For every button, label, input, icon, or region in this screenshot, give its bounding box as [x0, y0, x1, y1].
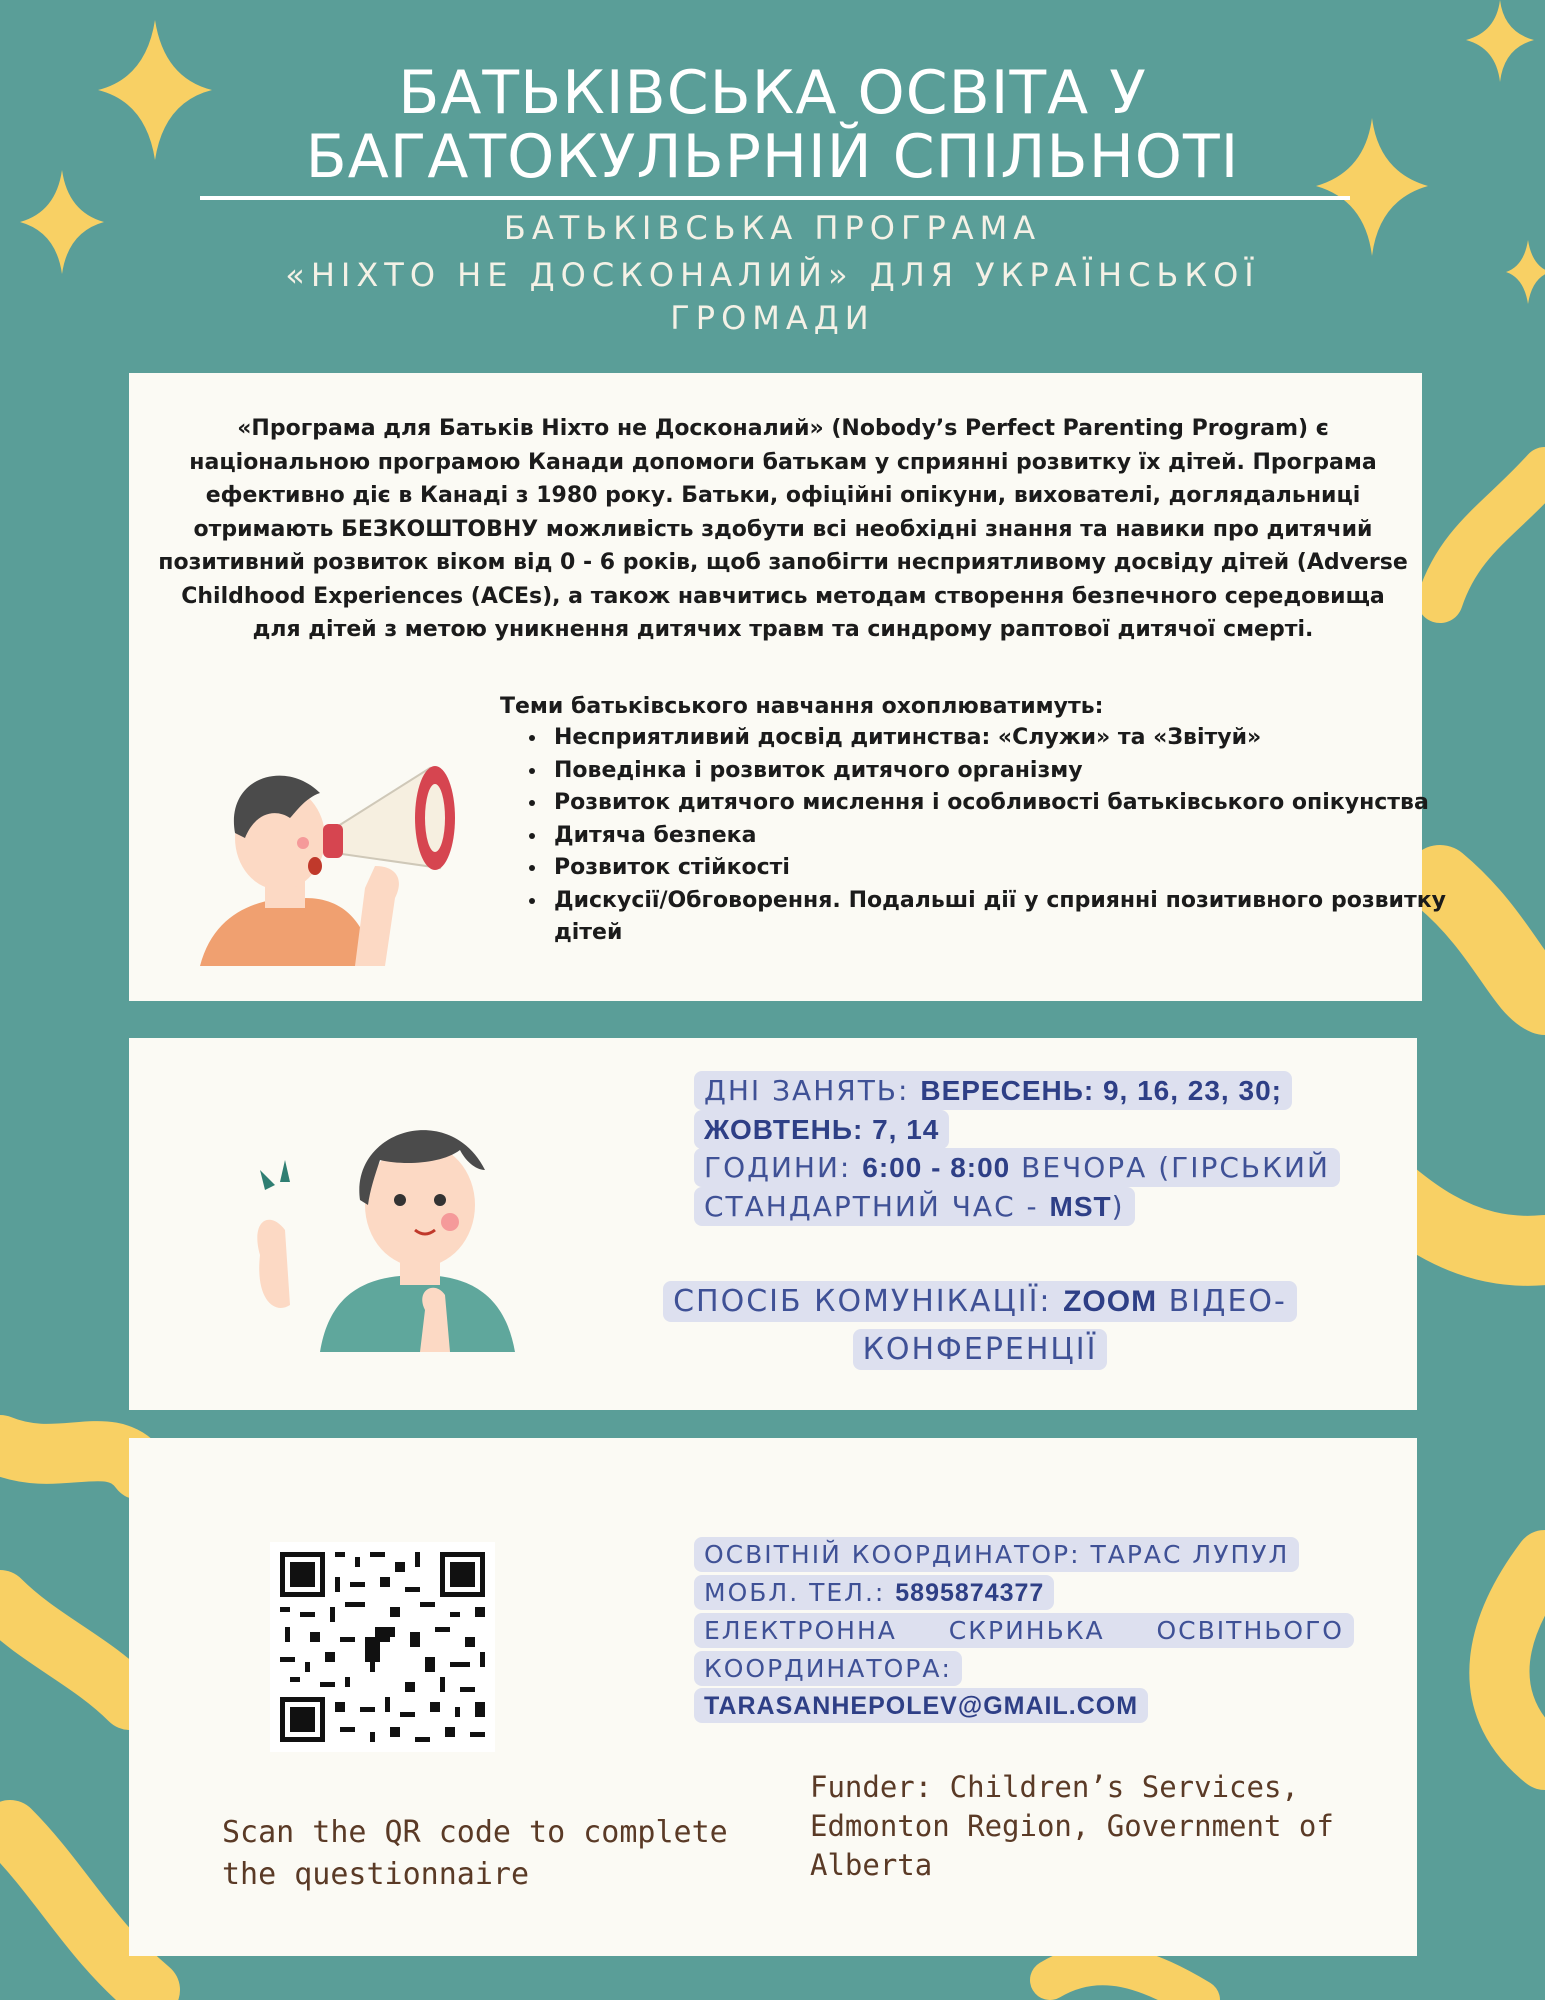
wavy-stripe: [1440, 470, 1545, 600]
schedule-details: [694, 1072, 1439, 1226]
subtitle-line-2: «НІХТО НЕ ДОСКОНАЛИЙ» ДЛЯ УКРАЇНСЬКОЇ: [285, 256, 1260, 294]
communication-rest: ВІДЕО-КОНФЕРЕНЦІЇ: [862, 1284, 1287, 1367]
topics-list: [508, 722, 1446, 950]
subtitle-line-3: ГРОМАДИ: [670, 299, 875, 337]
qr-instruction: Scan the QR code to complete the questionnaire: [222, 1815, 728, 1892]
phone-label: МОБЛ. ТЕЛ.:: [704, 1577, 896, 1607]
coordinator-details: [694, 1536, 1354, 1726]
email-link[interactable]: TARASANHEPOLEV@GMAIL.COM: [704, 1692, 1139, 1720]
coordinator-name: ОСВІТНІЙ КООРДИНАТОР: ТАРАС ЛУПУЛ: [704, 1540, 1290, 1569]
wavy-stripe: [0, 1600, 130, 1700]
topics-heading: Теми батьківського навчання охоплюватимуть:: [500, 694, 1104, 719]
page-title-line-1: БАТЬКІВСЬКА ОСВІТА У: [398, 58, 1147, 128]
topic-item: • Розвиток стійкості: [548, 852, 1446, 885]
wavy-stripe: [1440, 880, 1545, 1000]
class-days-value: ВЕРЕСЕНЬ: 9, 16, 23, 30;: [920, 1075, 1282, 1106]
qr-code-icon[interactable]: [270, 1542, 495, 1752]
topic-item: • Несприятливий досвід дитинства: «Служи» та «Звітуй»: [548, 722, 1446, 755]
thumbs-up-illustration: [250, 1090, 570, 1352]
hours-close: ): [1111, 1189, 1125, 1223]
subtitle-line-1: БАТЬКІВСЬКА ПРОГРАМА: [503, 209, 1042, 247]
topic-item: • Дискусії/Обговорення. Подальші дії у сприянні позитивного розвитку дітей: [548, 885, 1446, 950]
communication-label: СПОСІБ КОМУНІКАЦІЇ:: [673, 1284, 1064, 1319]
wavy-stripe: [0, 1445, 140, 1470]
intro-text: «Програма для Батьків Ніхто не Досконалий» (Nobody’s Perfect Parenting Program) є національною програмою Канади допомоги батькам у сприянні розвитку їх дітей. Програма ефективно діє в Канаді з 1980 року. Батьки, офіційні опікуни, вихователі, доглядальниці отримають БЕЗКОШТОВНУ можливість здобути всі необхідні знання та навики про дитячий позитивний розвиток віком від 0 - 6 років, щоб запобігти несприятливому досвіду дітей (Adverse Childhood Experiences (ACEs), а також навчитись методам створення безпечного середовища для дітей з метою уникнення дитячих травм та синдрому раптової дитячої смерті.: [158, 416, 1408, 642]
communication-method: [660, 1278, 1300, 1374]
class-days-value-2: ЖОВТЕНЬ: 7, 14: [704, 1113, 940, 1145]
communication-value: ZOOM: [1063, 1285, 1158, 1318]
phone-value[interactable]: 5895874377: [895, 1578, 1045, 1607]
email-label: ЕЛЕКТРОННА СКРИНЬКА ОСВІТНЬОГО КООРДИНАТОРА:: [704, 1616, 1344, 1683]
hours-value: 6:00 - 8:00: [862, 1152, 1011, 1183]
page-title-line-2: БАГАТОКУЛЬРНІЙ СПІЛЬНОТІ: [305, 122, 1240, 192]
hours-description: ВЕЧОРА (ГІРСЬКИЙ СТАНДАРТНИЙ ЧАС -: [704, 1151, 1330, 1223]
title-divider: [200, 196, 1350, 200]
topic-item: • Поведінка і розвиток дитячого організму: [548, 755, 1446, 788]
class-days-label: ДНІ ЗАНЯТЬ:: [704, 1074, 921, 1107]
topic-item: • Розвиток дитячого мислення і особливості батьківського опікунства: [548, 787, 1446, 820]
topic-item: • Дитяча безпека: [548, 820, 1446, 853]
megaphone-illustration: [195, 738, 495, 968]
funder-note: Funder: Children’s Services, Edmonton Region, Government of Alberta: [810, 1770, 1334, 1882]
wavy-stripe: [1050, 1965, 1200, 2000]
timezone-value: MST: [1049, 1190, 1112, 1222]
hours-label: ГОДИНИ:: [704, 1151, 863, 1184]
wavy-stripe: [1499, 1560, 1545, 1760]
